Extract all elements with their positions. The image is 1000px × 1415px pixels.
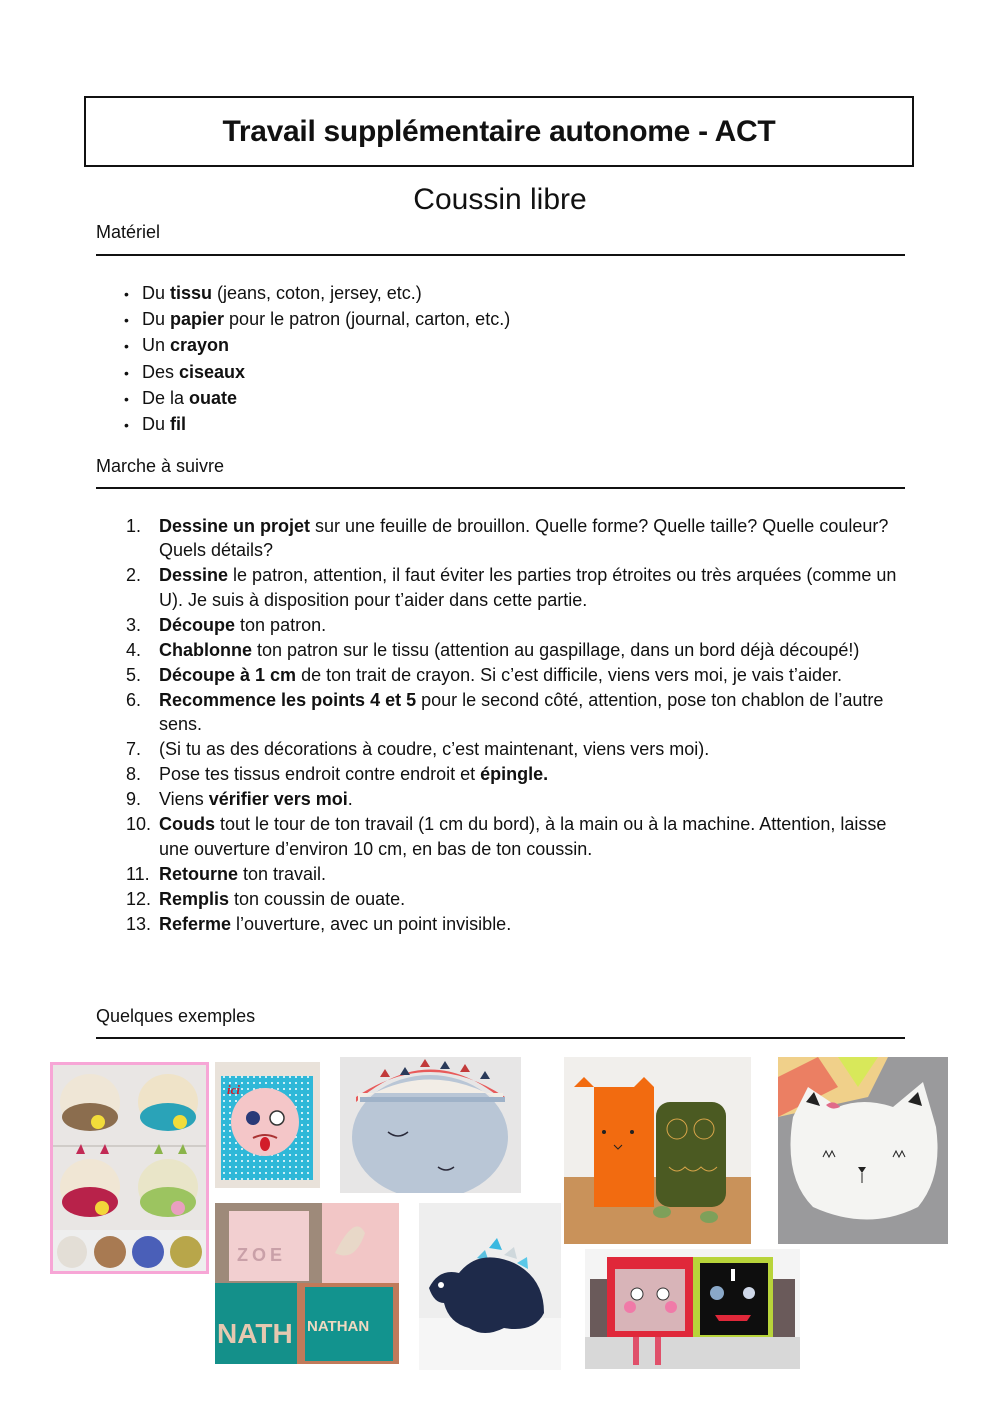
step-item: 11. Retourne ton travail. <box>126 863 327 884</box>
step-item: 10. Couds tout le tour de ton travail (1 cm du bord), à la main ou à la machine. Attention, laisse une ouverture d’environ 10 cm, en bas de ton coussin. <box>126 814 887 859</box>
example-photo-dinosaur <box>419 1203 561 1370</box>
step-item: 2. Dessine le patron, attention, il faut éviter les parties trop étroites ou très arquées (comme un U). Je suis à disposition pour t’aider dans cette partie. <box>126 565 897 610</box>
section-divider <box>96 487 905 489</box>
materials-list <box>124 281 510 438</box>
list-item: • Du papier pour le patron (journal, carton, etc.) <box>124 307 510 333</box>
monster-cushions-image <box>585 1249 800 1369</box>
svg-text:NATH: NATH <box>217 1318 293 1349</box>
step-item: 8. Pose tes tissus endroit contre endroit et épingle. <box>126 764 549 785</box>
dinosaur-image <box>419 1203 561 1370</box>
step-item: 12. Remplis ton coussin de ouate. <box>126 888 406 909</box>
example-photo-monster-cushions <box>585 1249 800 1369</box>
step-item: 7. (Si tu as des décorations à coudre, c’est maintenant, viens vers moi). <box>126 739 710 760</box>
step-item: 3. Découpe ton patron. <box>126 614 327 635</box>
step-item: 9. Viens vérifier vers moi. <box>126 789 353 810</box>
cow-cushions-image <box>50 1062 209 1274</box>
list-item: • Du tissu (jeans, coton, jersey, etc.) <box>124 281 510 307</box>
list-item: • Du fil <box>124 412 510 438</box>
step-item: 1. Dessine un projet sur une feuille de brouillon. Quelle forme? Quelle taille? Quelle couleur? Quels détails? <box>126 516 889 561</box>
fox-owl-image <box>564 1057 751 1244</box>
whale-cushion-image <box>340 1057 521 1193</box>
example-photo-face-cushion <box>215 1062 320 1188</box>
section-heading-materiel: Matériel <box>96 222 161 242</box>
example-photo-name-cushions <box>215 1203 399 1364</box>
section-divider <box>96 1037 905 1039</box>
svg-text:NATHAN: NATHAN <box>307 1318 370 1335</box>
example-photo-whale-cushion <box>340 1057 521 1193</box>
section-divider <box>96 254 905 256</box>
step-item: 13. Referme l’ouverture, avec un point invisible. <box>126 913 512 934</box>
face-cushion-image <box>215 1062 320 1188</box>
list-item: • Un crayon <box>124 333 510 359</box>
page-subtitle: Coussin libre <box>413 183 587 216</box>
svg-text:ici: ici <box>227 1082 240 1097</box>
step-item: 6. Recommence les points 4 et 5 pour le second côté, attention, pose ton chablon de l’autre sens. <box>126 689 884 735</box>
list-item: • De la ouate <box>124 386 510 412</box>
steps-list <box>124 514 914 937</box>
page-title: Travail supplémentaire autonome - ACT <box>222 114 776 148</box>
example-photo-cows <box>50 1062 209 1274</box>
step-item: 5. Découpe à 1 cm de ton trait de crayon. Si c’est difficile, viens vers moi, je vais t’aider. <box>126 664 842 685</box>
name-cushions-image <box>215 1203 399 1364</box>
title-box <box>84 96 914 167</box>
example-photo-cat-cushion <box>778 1057 948 1244</box>
svg-text:ZOE: ZOE <box>237 1245 287 1265</box>
cat-cushion-image <box>778 1057 948 1244</box>
list-item: • Des ciseaux <box>124 360 510 386</box>
section-heading-exemples: Quelques exemples <box>96 1006 256 1026</box>
section-heading-marche: Marche à suivre <box>96 456 225 476</box>
step-item: 4. Chablonne ton patron sur le tissu (attention au gaspillage, dans un bord déjà découpé!) <box>126 639 860 660</box>
example-photo-fox-owl <box>564 1057 751 1244</box>
